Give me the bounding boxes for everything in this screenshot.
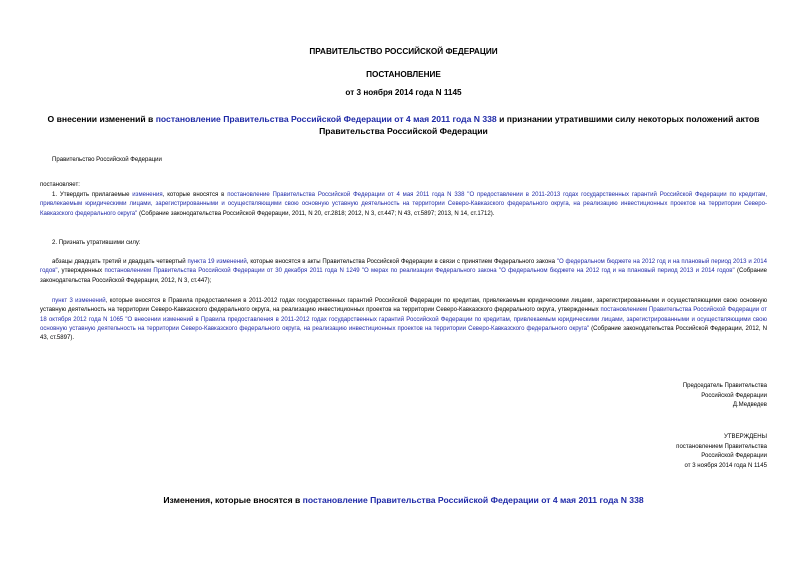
- org-heading: ПРАВИТЕЛЬСТВО РОССИЙСКОЙ ФЕДЕРАЦИИ: [309, 47, 498, 56]
- decides-line: постановляет:: [40, 182, 80, 188]
- p3-text-2: , которые вносятся в акты Правительства Российской Федерации в связи с принятием Федерального закона: [246, 259, 557, 265]
- approved-line-3: Российской Федерации: [701, 453, 767, 460]
- p1-text-2: , которые вносятся в: [162, 192, 228, 198]
- doc-type-heading: ПОСТАНОВЛЕНИЕ: [366, 70, 441, 79]
- changes-title-link[interactable]: постановление Правительства Российской Федерации от 4 мая 2011 года N 338: [302, 495, 644, 505]
- signature-line-2: Российской Федерации: [701, 392, 767, 399]
- approved-line-4: от 3 ноября 2014 года N 1145: [684, 462, 767, 469]
- p4-link-point-3[interactable]: пункт 3 изменений: [52, 298, 106, 304]
- date-heading: от 3 ноября 2014 года N 1145: [345, 88, 462, 97]
- title-link[interactable]: постановление Правительства Российской Федерации от 4 мая 2011 года N 338: [155, 114, 497, 124]
- approved-block: [676, 433, 767, 471]
- p1-text-1: 1. Утвердить прилагаемые: [52, 192, 133, 198]
- p3-text-4: (Собрание законодательства Российской Федерации, 2012, N 3, ст.447);: [40, 268, 767, 284]
- p3-link-resolution-1249[interactable]: постановлением Правительства Российской Федерации от 30 декабря 2011 года N 1249 "О мерах по реализации Федерального закона "О федеральном бюджете на 2012 год и на плановый период 2013 и 2014 годов": [104, 268, 735, 275]
- paragraph-2: 2. Признать утратившими силу:: [52, 240, 141, 246]
- p3-text-3: , утвержденных: [57, 268, 105, 275]
- approved-line-2: постановлением Правительства: [676, 443, 767, 450]
- government-line: Правительство Российской Федерации: [52, 157, 162, 163]
- p1-link-resolution-338[interactable]: постановление Правительства Российской Федерации от 4 мая 2011 года N 338 "О предоставлении в 2011-2013 годах государственных гарантий Российской Федерации по кредитам, привлекаемым юридическими лицами, зарегистрированными и осуществляющими свою основную уставную деятельность на территории Северо-Кавказского федерального округа, на реализацию инвестиционных проектов на территории Северо-Кавказского федерального округа": [40, 192, 768, 217]
- paragraph-3: [40, 258, 767, 286]
- title-text-after: и признании утратившими силу некоторых положений актов Правительства Российской Федерации: [319, 114, 760, 136]
- paragraph-1: [40, 191, 767, 219]
- document-title: [40, 114, 767, 137]
- approved-line-1: УТВЕРЖДЕНЫ: [724, 434, 767, 440]
- p3-link-point-19[interactable]: пункта 19 изменений: [187, 259, 247, 265]
- p4-text-1: , которые вносятся в Правила предоставления в 2011-2012 годах государственных гарантий Российской Федерации по кредитам, привлекаемым юридическими лицами, зарегистрированными и осуществляющими свою основную уставную деятельность на территории Северо-Кавказского федерального округа, на реализацию инвестиционных проектов на территории Северо-Кавказского федерального округа, утвержденных: [40, 298, 767, 314]
- signature-line-3: Д.Медведев: [732, 402, 767, 409]
- signature-line-1: Председатель Правительства: [682, 383, 767, 389]
- p3-link-federal-law[interactable]: "О федеральном бюджете на 2012 год и на плановый период 2013 и 2014 годов": [40, 259, 767, 275]
- title-text-before: О внесении изменений в: [47, 114, 156, 124]
- p1-text-3: (Собрание законодательства Российской Федерации, 2011, N 20, ст.2818; 2012, N 3, ст.447; N 43, ст.5897; 2013, N 14, ст.1712).: [137, 210, 495, 217]
- paragraph-4: [40, 297, 767, 343]
- p4-text-2: (Собрание законодательства Российской Федерации, 2012, N 43, ст.5897).: [40, 325, 768, 342]
- p3-text-1: абзацы двадцать третий и двадцать четвертый: [52, 259, 188, 265]
- p1-link-changes[interactable]: изменения: [132, 192, 163, 198]
- p4-link-resolution-1065[interactable]: постановлением Правительства Российской Федерации от 18 октября 2012 года N 1065 "О внесении изменений в Правила предоставления в 2011-2012 годах государственных гарантий Российской Федерации по кредитам, привлекаемым юридическими лицами, зарегистрированными и осуществляющими свою основную уставную деятельность на территории Северо-Кавказского федерального округа, на реализацию инвестиционных проектов на территории Северо-Кавказского федерального округа": [40, 307, 767, 332]
- signature-block: [683, 382, 767, 411]
- changes-title: [0, 495, 807, 505]
- changes-title-text: Изменения, которые вносятся в: [163, 495, 303, 505]
